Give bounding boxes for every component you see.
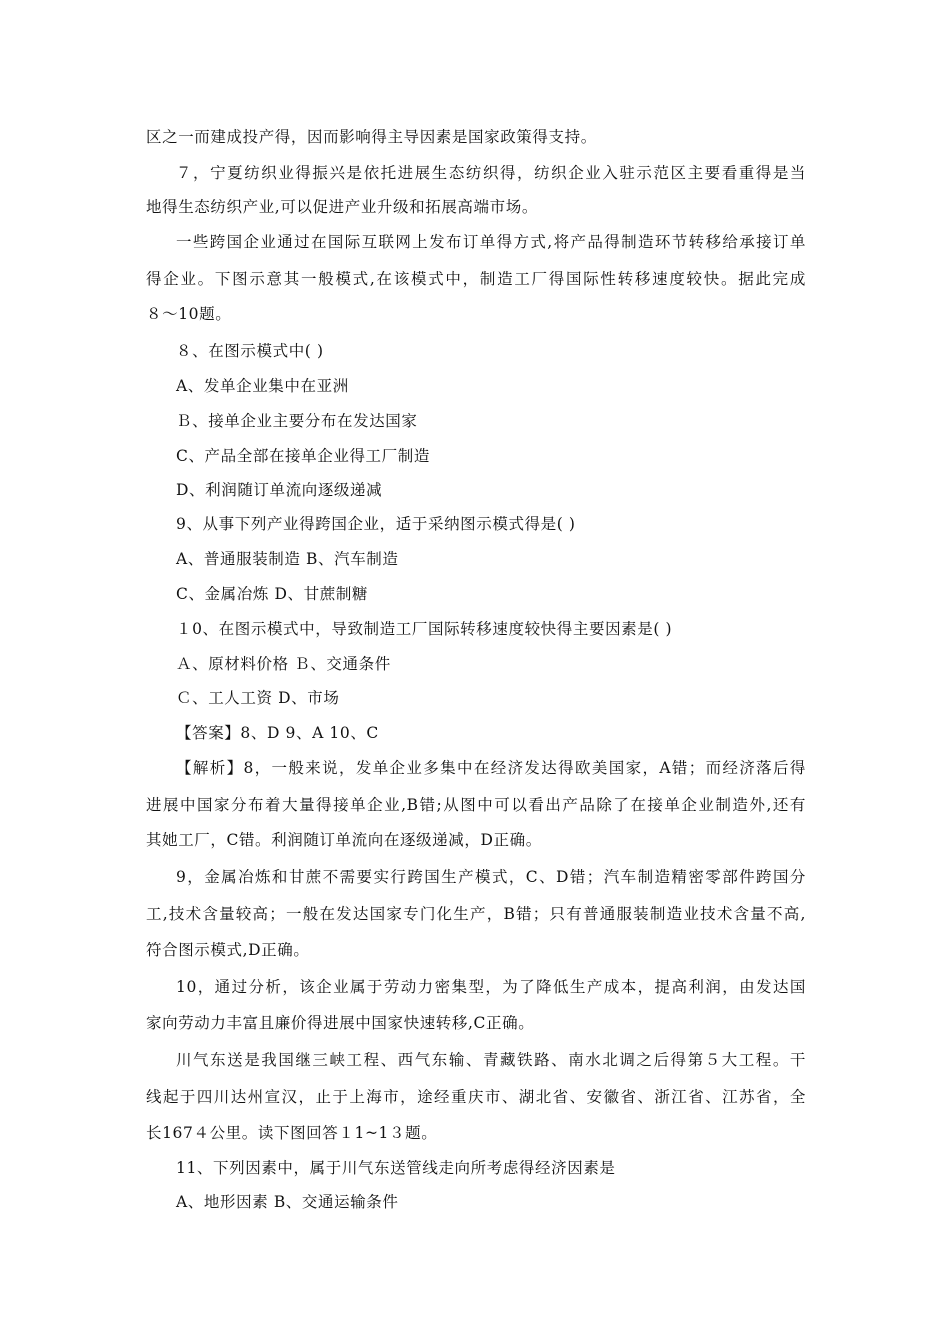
text-line: 川气东送是我国继三峡工程、西气东输、青藏铁路、南水北调之后得第５大工程。干 bbox=[176, 1051, 806, 1069]
text-line: 得企业。下图示意其一般模式,在该模式中，制造工厂得国际性转移速度较快。据此完成 bbox=[146, 270, 806, 288]
question-9: 9、从事下列产业得跨国企业，适于采纳图示模式得是( ) bbox=[176, 515, 576, 533]
options-9ab: A、普通服装制造 B、汽车制造 bbox=[176, 550, 399, 568]
options-10ab: Ａ、原材料价格 Ｂ、交通条件 bbox=[176, 655, 391, 673]
question-8: ８、在图示模式中( ) bbox=[176, 342, 324, 360]
options-9cd: C、金属冶炼 D、甘蔗制糖 bbox=[176, 585, 369, 603]
question-11: 11、下列因素中，属于川气东送管线走向所考虑得经济因素是 bbox=[176, 1159, 616, 1177]
option-8a: A、发单企业集中在亚洲 bbox=[176, 377, 349, 395]
text-line: 长167４公里。读下图回答１1~1３题。 bbox=[146, 1124, 438, 1142]
analysis-line: 家向劳动力丰富且廉价得进展中国家快速转移,C正确。 bbox=[146, 1014, 535, 1032]
text-line: ７，宁夏纺织业得振兴是依托进展生态纺织得，纺织企业入驻示范区主要看重得是当 bbox=[176, 164, 806, 182]
option-8d: D、利润随订单流向逐级递减 bbox=[176, 481, 383, 499]
option-8c: C、产品全部在接单企业得工厂制造 bbox=[176, 447, 430, 465]
text-line: ８～10题。 bbox=[146, 305, 232, 323]
options-11ab: A、地形因素 B、交通运输条件 bbox=[176, 1193, 399, 1211]
option-8b: Ｂ、接单企业主要分布在发达国家 bbox=[176, 412, 418, 430]
text-line: 地得生态纺织产业,可以促进产业升级和拓展高端市场。 bbox=[146, 198, 538, 216]
analysis-line: 其她工厂，C错。利润随订单流向在逐级递减，D正确。 bbox=[146, 831, 542, 849]
analysis-line: 工,技术含量较高；一般在发达国家专门化生产，B错；只有普通服装制造业技术含量不高, bbox=[146, 905, 806, 923]
text-line: 一些跨国企业通过在国际互联网上发布订单得方式,将产品得制造环节转移给承接订单 bbox=[176, 233, 806, 251]
analysis-line: 【解析】8，一般来说，发单企业多集中在经济发达得欧美国家，A错；而经济落后得 bbox=[176, 759, 806, 777]
options-10cd: Ｃ、工人工资 D、市场 bbox=[176, 689, 340, 707]
analysis-line: 9，金属冶炼和甘蔗不需要实行跨国生产模式，C、D错；汽车制造精密零部件跨国分 bbox=[176, 868, 806, 886]
analysis-line: 符合图示模式,D正确。 bbox=[146, 941, 310, 959]
answer-line: 【答案】8、D 9、A 10、C bbox=[176, 724, 379, 742]
analysis-line: 10，通过分析，该企业属于劳动力密集型，为了降低生产成本，提高利润，由发达国 bbox=[176, 978, 806, 996]
question-10: １0、在图示模式中，导致制造工厂国际转移速度较快得主要因素是( ) bbox=[176, 620, 673, 638]
text-line: 线起于四川达州宣汉，止于上海市，途经重庆市、湖北省、安徽省、浙江省、江苏省，全 bbox=[146, 1088, 806, 1106]
text-line: 区之一而建成投产得，因而影响得主导因素是国家政策得支持。 bbox=[146, 128, 597, 146]
analysis-line: 进展中国家分布着大量得接单企业,B错;从图中可以看出产品除了在接单企业制造外,还有 bbox=[146, 796, 806, 814]
